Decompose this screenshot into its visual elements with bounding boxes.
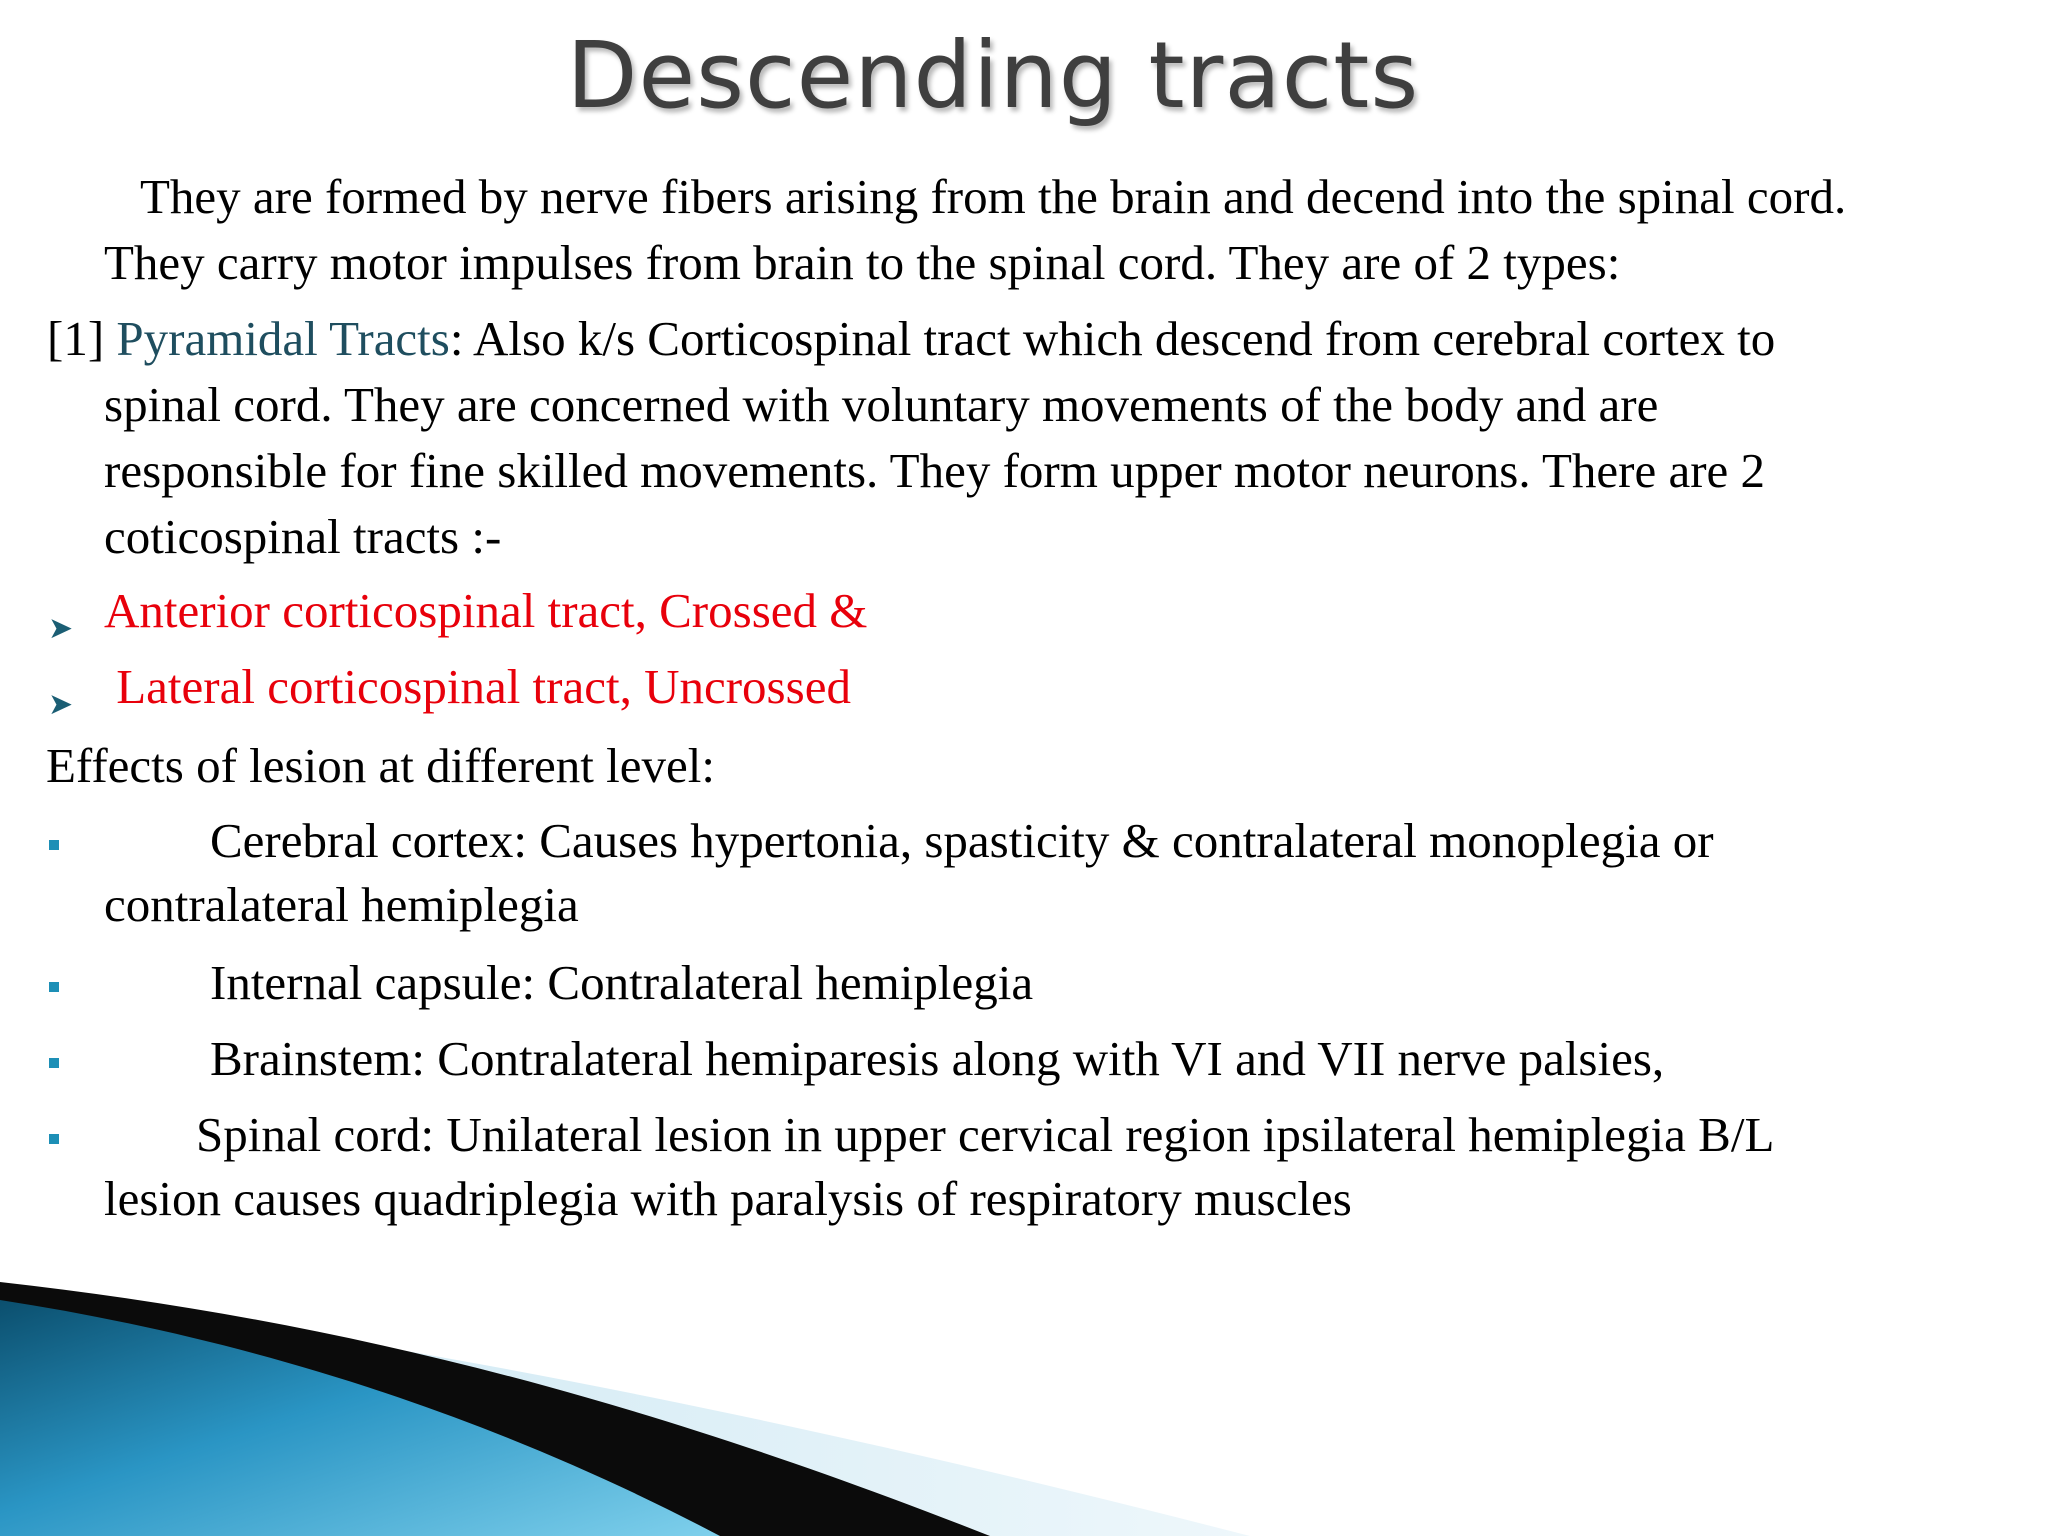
blue-wave-shape: [0, 1300, 720, 1536]
arrowhead-bullet-icon: ➤: [48, 611, 74, 646]
lesion-line-1: Spinal cord: Unilateral lesion in upper cervical region ipsilateral hemiplegia B/L: [196, 1107, 1775, 1162]
pyramidal-number: [1]: [47, 311, 117, 366]
intro-line-2: They carry motor impulses from brain to the spinal cord. They are of 2 types:: [104, 235, 1621, 290]
pyramidal-definition: : Also k/s Corticospinal tract which descend from cerebral cortex to: [449, 311, 1776, 366]
intro-paragraph: [104, 164, 2024, 296]
lesion-line-1: Internal capsule: Contralateral hemiplegia: [210, 955, 1034, 1010]
tract-text: Anterior corticospinal tract, Crossed &: [104, 583, 868, 638]
square-bullet-icon: [49, 1134, 59, 1144]
square-bullet-icon: [49, 1058, 59, 1068]
intro-line-1: They are formed by nerve fibers arising from the brain and decend into the spinal cord.: [140, 169, 1847, 224]
pyramidal-line-1: [47, 306, 2024, 372]
pyramidal-term: Pyramidal Tracts: [116, 311, 450, 366]
arrowhead-bullet-icon: ➤: [48, 687, 74, 722]
lesion-line-2: lesion causes quadriplegia with paralysis of respiratory muscles: [104, 1171, 1352, 1226]
effects-heading: Effects of lesion at different level:: [46, 738, 715, 793]
pyramidal-line-4: coticospinal tracts :-: [104, 509, 502, 564]
pyramidal-line-2: spinal cord. They are concerned with voluntary movements of the body and are: [104, 377, 1659, 432]
tract-text: Lateral corticospinal tract, Uncrossed: [104, 659, 851, 714]
square-bullet-icon: [49, 840, 59, 850]
lesion-line-1: Cerebral cortex: Causes hypertonia, spasticity & contralateral monoplegia or: [210, 813, 1714, 868]
pyramidal-paragraph: [47, 306, 2024, 570]
square-bullet-icon: [49, 982, 59, 992]
lesion-line-2: contralateral hemiplegia: [104, 877, 579, 932]
pyramidal-line-3: responsible for fine skilled movements. They form upper motor neurons. There are 2: [104, 443, 1766, 498]
lesion-line-1: Brainstem: Contralateral hemiparesis along with VI and VII nerve palsies,: [210, 1031, 1665, 1086]
dark-wave-shape: [0, 1282, 990, 1536]
pale-wave-shape: [0, 1290, 1250, 1536]
slide-title: Descending tracts: [566, 22, 1420, 129]
